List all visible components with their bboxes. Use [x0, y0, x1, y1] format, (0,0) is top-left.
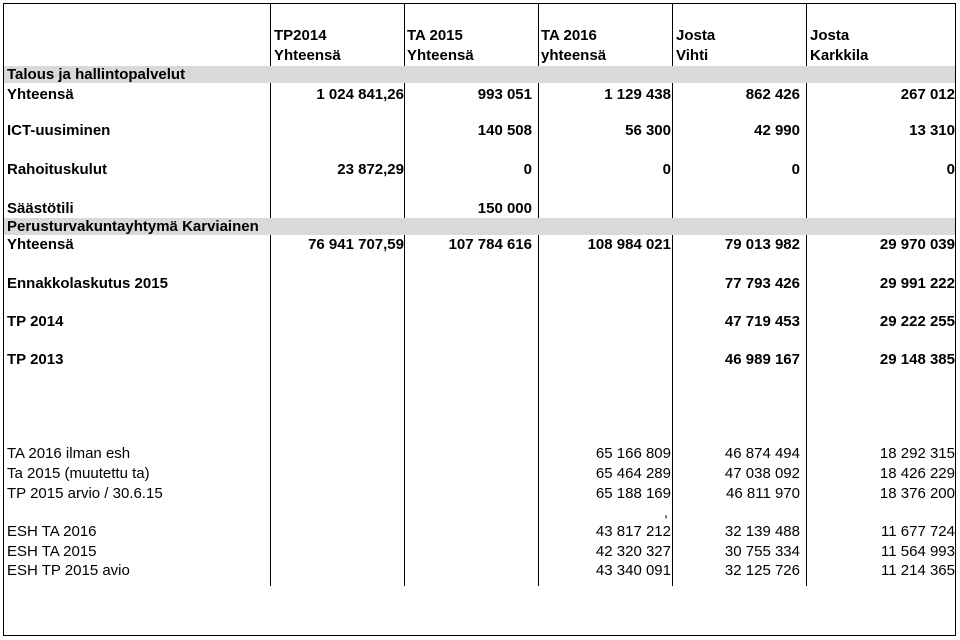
cell: 140 508 [477, 122, 532, 139]
header-tp2014: TP2014 Yhteensä [274, 27, 341, 64]
cell: 0 [662, 161, 671, 178]
header-vihti: Josta Vihti [676, 27, 716, 64]
table-row [0, 444, 960, 464]
cell: 65 188 169 [595, 485, 671, 502]
cell: 0 [791, 161, 800, 178]
cell: 32 139 488 [724, 523, 800, 540]
cell: 42 320 327 [595, 543, 671, 560]
cell: 18 376 200 [879, 485, 955, 502]
cell: 43 340 091 [595, 562, 671, 579]
cell: 46 811 970 [726, 485, 800, 502]
row-label: TA 2016 ilman esh [7, 445, 131, 462]
table-row [0, 522, 960, 542]
cell: 18 426 229 [879, 465, 955, 482]
cell: 32 125 726 [724, 562, 800, 579]
table-row [0, 274, 960, 294]
cell: 29 970 039 [879, 236, 955, 253]
table-row [0, 121, 960, 141]
header-ta2015: TA 2015 Yhteensä [407, 27, 474, 64]
row-label: Säästötili [7, 200, 74, 217]
table-row [0, 199, 960, 219]
cell: 862 426 [745, 86, 800, 103]
table-row [0, 350, 960, 370]
cell: 18 292 315 [879, 445, 955, 462]
header-ta2016: TA 2016 yhteensä [541, 27, 607, 64]
cell: 56 300 [625, 122, 671, 139]
cell: 11 214 365 [881, 562, 955, 579]
cell: 11 677 724 [881, 523, 955, 540]
table-row [0, 542, 960, 562]
cell: 42 990 [754, 122, 800, 139]
cell: 150 000 [477, 200, 532, 217]
cell: 47 719 453 [724, 313, 800, 330]
cell: 107 784 616 [448, 236, 532, 253]
table-row [0, 235, 960, 255]
row-label: Ta 2015 (muutettu ta) [7, 465, 150, 482]
row-label: ESH TA 2015 [7, 543, 97, 560]
row-label: TP 2014 [7, 313, 64, 330]
section-title-karviainen: Perusturvakuntayhtymä Karviainen [7, 218, 259, 235]
cell: 47 038 092 [724, 465, 800, 482]
cell: 1 129 438 [604, 86, 671, 103]
row-label: Yhteensä [7, 86, 74, 103]
row-label: ESH TP 2015 avio [7, 562, 130, 579]
cell: 65 166 809 [595, 445, 671, 462]
table-row [0, 85, 960, 105]
row-label: Ennakkolaskutus 2015 [7, 275, 168, 292]
cell: 0 [946, 161, 955, 178]
cell: 993 051 [477, 86, 532, 103]
table-row [0, 561, 960, 581]
table-row [0, 464, 960, 484]
table-row [0, 484, 960, 504]
cell: 29 148 385 [879, 351, 955, 368]
cell: 29 991 222 [879, 275, 955, 292]
cell: 13 310 [909, 122, 955, 139]
cell: 23 872,29 [337, 161, 404, 178]
section-title-talous: Talous ja hallintopalvelut [7, 66, 186, 83]
row-label: Rahoituskulut [7, 161, 107, 178]
cell: 43 817 212 [595, 523, 671, 540]
cell: 76 941 707,59 [308, 236, 404, 253]
stray-comma: , [664, 504, 668, 520]
table-row [0, 160, 960, 180]
cell: 46 989 167 [724, 351, 800, 368]
cell: 30 755 334 [724, 543, 800, 560]
row-label: TP 2013 [7, 351, 64, 368]
header-karkkila: Josta Karkkila [810, 27, 869, 64]
cell: 108 984 021 [587, 236, 671, 253]
row-label: ESH TA 2016 [7, 523, 97, 540]
row-label: ICT-uusiminen [7, 122, 111, 139]
table-row [0, 312, 960, 332]
cell: 0 [523, 161, 532, 178]
cell: 77 793 426 [724, 275, 800, 292]
cell: 267 012 [900, 86, 955, 103]
cell: 79 013 982 [724, 236, 800, 253]
cell: 65 464 289 [595, 465, 671, 482]
cell: 46 874 494 [724, 445, 800, 462]
cell: 1 024 841,26 [316, 86, 404, 103]
row-label: Yhteensä [7, 236, 74, 253]
cell: 29 222 255 [879, 313, 955, 330]
row-label: TP 2015 arvio / 30.6.15 [7, 485, 163, 502]
cell: 11 564 993 [881, 543, 955, 560]
